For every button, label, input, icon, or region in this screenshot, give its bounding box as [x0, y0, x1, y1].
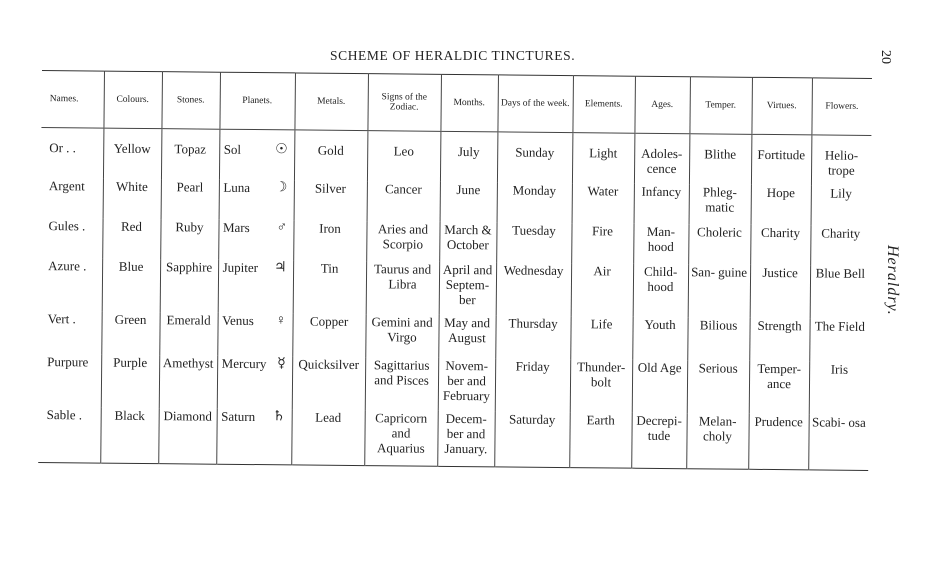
page-title: SCHEME OF HERALDIC TINCTURES.	[330, 48, 576, 63]
cell-planet	[219, 129, 294, 180]
page-number: 20	[878, 50, 893, 64]
cell-stone: Pearl	[161, 179, 219, 220]
cell-metal: Lead	[291, 409, 365, 465]
cell-colour: Black	[100, 408, 159, 464]
cell-element: Light	[572, 133, 634, 184]
table-row	[39, 354, 869, 415]
header-planets: Planets.	[219, 72, 295, 130]
cell-zodiac: Gemini and Virgo	[365, 314, 438, 358]
cell-day: Monday	[497, 182, 572, 223]
planet-symbol-icon: ☉	[275, 142, 288, 158]
planet-name: Mars	[222, 219, 250, 236]
cell-flower: Charity	[810, 225, 870, 266]
cell-zodiac: Capricorn and Aquarius	[364, 410, 438, 466]
cell-age: Infancy	[634, 184, 689, 225]
cell-age: Man- hood	[633, 224, 688, 265]
planet-symbol-icon: ♃	[273, 260, 287, 276]
cell-day: Wednesday	[496, 262, 572, 316]
cell-temper: Phleg- matic	[689, 184, 751, 225]
cell-name: Argent	[48, 178, 85, 194]
cell-planet	[218, 260, 294, 314]
cell-metal: Quicksilver	[292, 356, 366, 410]
planet-symbol-icon: ♂	[276, 220, 288, 236]
cell-virtue: Fortitude	[751, 134, 811, 185]
cell-virtue: Strength	[749, 318, 809, 362]
cell-name: Purpure	[47, 354, 89, 370]
cell-temper: Melan- choly	[686, 413, 749, 469]
cell-virtue: Justice	[750, 265, 811, 319]
cell-planet	[217, 313, 292, 357]
cell-metal: Silver	[294, 180, 367, 221]
cell-month: April and Septem- ber	[439, 262, 497, 316]
cell-colour: White	[103, 179, 161, 220]
cell-name: Vert .	[47, 311, 76, 327]
planet-name: Luna	[223, 179, 251, 196]
cell-flower: The Field	[809, 318, 869, 362]
cell-metal: Copper	[292, 313, 365, 357]
cell-temper: Blithe	[689, 134, 751, 185]
cell-element: Thunder- bolt	[570, 359, 633, 413]
running-side-title: Heraldry.	[884, 245, 901, 316]
table-row	[40, 258, 870, 319]
cell-zodiac: Leo	[367, 131, 440, 182]
cell-metal: Iron	[293, 220, 366, 261]
cell-temper: San- guine	[688, 264, 751, 318]
header-elements: Elements.	[572, 76, 635, 134]
cell-age: Old Age	[632, 360, 688, 414]
cell-temper: Bilious	[687, 317, 749, 361]
cell-virtue: Charity	[750, 225, 810, 266]
cell-element: Water	[572, 183, 634, 224]
header-zodiac: Signs of the Zodiac.	[367, 74, 441, 132]
cell-zodiac: Cancer	[367, 181, 440, 222]
cell-day: Tuesday	[496, 222, 571, 263]
cell-colour: Red	[102, 219, 160, 260]
cell-month: June	[440, 182, 497, 223]
tinctures-table-container	[38, 70, 872, 471]
planet-name: Sol	[223, 141, 242, 157]
cell-colour: Purple	[101, 355, 160, 409]
cell-name: Sable .	[46, 407, 83, 423]
cell-day: Friday	[495, 358, 571, 412]
cell-flower: Helio- trope	[811, 135, 871, 186]
planet-symbol-icon: ♀	[275, 313, 287, 329]
cell-virtue: Temper- ance	[749, 361, 810, 415]
cell-stone: Amethyst	[159, 355, 218, 409]
table-row	[38, 407, 869, 470]
cell-planet	[217, 356, 293, 410]
header-flowers: Flowers.	[811, 78, 872, 136]
header-temper: Temper.	[689, 77, 752, 135]
cell-day: Thursday	[495, 315, 570, 359]
header-virtues: Virtues.	[751, 77, 812, 135]
cell-planet	[216, 409, 292, 465]
header-colours: Colours.	[103, 71, 162, 129]
cell-name: Azure .	[48, 258, 87, 274]
cell-day: Sunday	[497, 132, 572, 183]
table-row	[41, 127, 871, 185]
planet-symbol-icon: ♄	[272, 409, 286, 425]
cell-flower: Scabi- osa	[808, 414, 869, 470]
cell-planet	[218, 220, 293, 261]
cell-element: Air	[571, 263, 634, 317]
cell-colour: Blue	[102, 259, 161, 313]
cell-virtue: Prudence	[748, 414, 809, 470]
cell-name: Or . .	[49, 140, 77, 156]
cell-element: Life	[570, 316, 632, 360]
cell-flower: Iris	[809, 361, 870, 415]
cell-element: Fire	[571, 223, 633, 264]
cell-age: Youth	[632, 317, 687, 361]
planet-name: Mercury	[221, 355, 267, 372]
cell-month: July	[440, 131, 497, 182]
header-stones: Stones.	[161, 72, 220, 130]
planet-name: Jupiter	[222, 259, 259, 276]
header-ages: Ages.	[634, 76, 690, 134]
cell-element: Earth	[569, 412, 632, 468]
tinctures-table	[38, 70, 872, 471]
cell-flower: Blue Bell	[810, 265, 871, 319]
header-names: Names.	[41, 70, 104, 128]
cell-stone: Ruby	[160, 219, 218, 260]
cell-virtue: Hope	[751, 185, 811, 226]
cell-colour: Green	[101, 312, 159, 356]
cell-colour: Yellow	[103, 128, 161, 179]
cell-temper: Choleric	[688, 224, 750, 265]
cell-stone: Diamond	[158, 408, 217, 464]
cell-age: Adoles- cence	[634, 133, 689, 184]
cell-zodiac: Aries and Scorpio	[366, 221, 439, 262]
cell-zodiac: Taurus and Libra	[366, 261, 440, 315]
cell-stone: Sapphire	[160, 259, 219, 313]
cell-metal: Gold	[294, 130, 367, 181]
cell-age: Child- hood	[633, 264, 689, 318]
cell-planet	[219, 180, 294, 221]
cell-metal: Tin	[293, 260, 367, 314]
cell-name: Gules .	[48, 218, 86, 234]
header-days: Days of the week.	[497, 75, 573, 133]
planet-symbol-icon: ☽	[274, 180, 288, 196]
cell-month: Decem- ber and January.	[437, 411, 495, 467]
cell-month: May and August	[438, 315, 495, 359]
cell-age: Decrepi- tude	[631, 413, 687, 469]
cell-month: Novem- ber and February	[438, 358, 496, 412]
cell-flower: Lily	[811, 185, 871, 226]
header-metals: Metals.	[294, 73, 368, 131]
cell-day: Saturday	[494, 411, 570, 467]
cell-stone: Emerald	[159, 312, 217, 356]
cell-zodiac: Sagittarius and Pisces	[365, 357, 439, 411]
planet-name: Venus	[222, 312, 254, 329]
planet-name: Saturn	[221, 408, 256, 425]
cell-month: March & October	[439, 222, 496, 263]
cell-stone: Topaz	[161, 129, 219, 180]
header-row	[41, 70, 872, 135]
planet-symbol-icon: ☿	[277, 356, 286, 372]
cell-temper: Serious	[687, 360, 750, 414]
header-months: Months.	[440, 74, 498, 132]
